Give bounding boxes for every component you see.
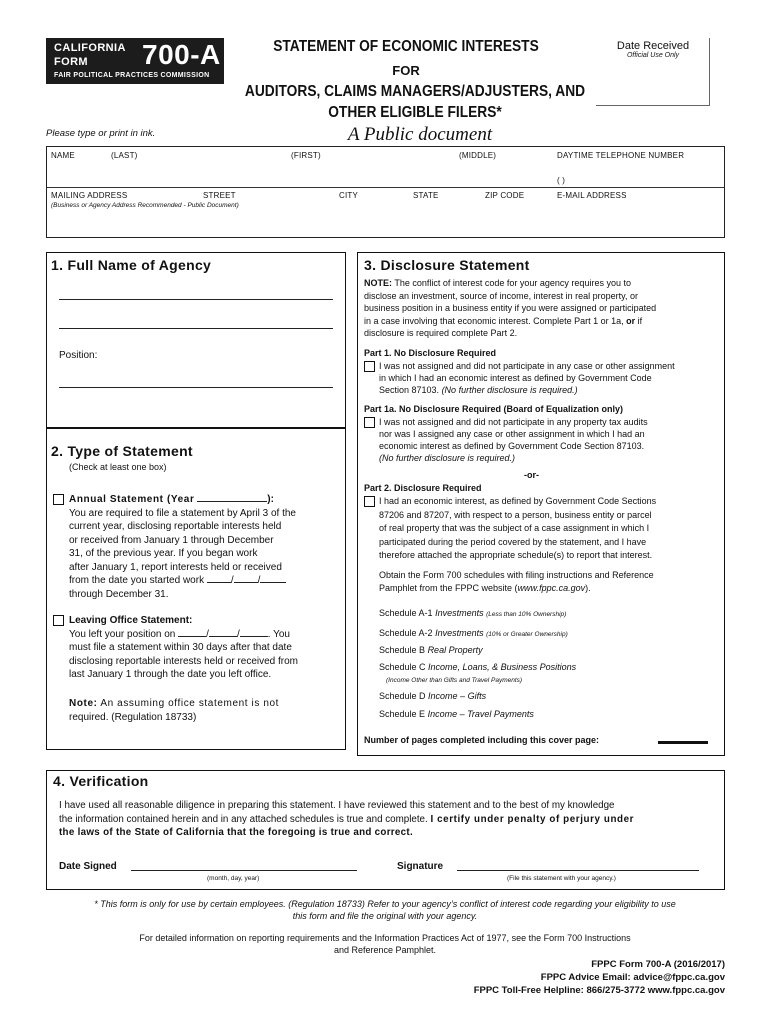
start-month-field[interactable] xyxy=(207,582,231,583)
form-number: 700-A xyxy=(142,39,221,70)
left-month-field[interactable] xyxy=(178,636,206,637)
note-label: NOTE: xyxy=(364,278,392,288)
date-slash: / xyxy=(230,575,234,586)
obtain-text-2a: Pamphlet from the FPPC website ( xyxy=(379,583,518,593)
position-line[interactable] xyxy=(59,387,333,388)
section2-title: 2. Type of Statement xyxy=(51,443,193,459)
obtain-text-1: Obtain the Form 700 schedules with filing instructions and Reference xyxy=(379,570,654,580)
schedule-code: Schedule C xyxy=(379,662,426,672)
pages-completed-label: Number of pages completed including this cover page: xyxy=(364,735,600,745)
verification-text-2a: the information contained herein and in any attached schedules is true and complete. xyxy=(59,813,428,825)
annual-year-field[interactable] xyxy=(197,501,267,502)
agency-name-line-1[interactable] xyxy=(59,299,333,300)
please-type-note: Please type or print in ink. xyxy=(46,128,156,139)
or-separator: -or- xyxy=(524,470,539,480)
fppc-contact-block xyxy=(380,958,725,997)
state-label: STATE xyxy=(413,191,439,200)
signature-label: Signature xyxy=(397,861,444,872)
section-agency xyxy=(46,252,346,428)
street-label: STREET xyxy=(203,191,236,200)
filer-info-grid xyxy=(46,146,725,238)
public-document-label: A Public document xyxy=(347,124,493,145)
section-verification xyxy=(46,770,725,890)
part1-text xyxy=(379,360,719,396)
leaving-text-2: must file a statement within 30 days after that date xyxy=(69,642,292,653)
schedule-a1 xyxy=(379,607,566,621)
part1-title: Part 1. No Disclosure Required xyxy=(364,348,497,358)
page-title: STATEMENT OF ECONOMIC INTERESTS xyxy=(273,38,539,55)
leaving-office-checkbox[interactable] xyxy=(53,615,64,626)
check-one-note: (Check at least one box) xyxy=(69,462,167,472)
annual-statement-block xyxy=(69,493,339,601)
date-signed-label: Date Signed xyxy=(59,861,117,872)
form-badge xyxy=(46,38,224,84)
part1a-text-1: I was not assigned and did not participate in any property tax audits xyxy=(379,417,648,427)
date-slash: / xyxy=(257,575,261,586)
part2-text xyxy=(379,495,719,563)
obtain-schedules-text xyxy=(379,569,719,595)
schedule-name: Income – Gifts xyxy=(428,691,487,701)
schedule-c xyxy=(379,661,576,673)
pages-completed-field[interactable] xyxy=(658,741,708,744)
schedule-code: Schedule A-2 xyxy=(379,628,433,638)
email-label: E-MAIL ADDRESS xyxy=(557,191,627,200)
part1-checkbox[interactable] xyxy=(364,361,375,372)
part2-checkbox[interactable] xyxy=(364,496,375,507)
name-label: NAME xyxy=(51,151,75,160)
annual-close: ): xyxy=(267,494,274,505)
part1-text-2: in which I had an economic interest as defined by Government Code xyxy=(379,373,652,383)
verification-text-3: the laws of the State of California that the foregoing is true and correct. xyxy=(59,827,414,838)
schedule-code: Schedule B xyxy=(379,645,426,655)
note-text-2: required. (Regulation 18733) xyxy=(69,711,197,723)
form-state: CALIFORNIA xyxy=(54,42,126,54)
leaving-text-1b: . You xyxy=(267,628,290,640)
part1-text-3a: Section 87103. xyxy=(379,385,440,395)
start-day-field[interactable] xyxy=(234,582,258,583)
verification-text-1: I have used all reasonable diligence in preparing this statement. I have reviewed this statement and to the best of my knowledge xyxy=(59,800,615,811)
annual-text-3: or received from January 1 through December xyxy=(69,534,274,546)
part2-text-4: participated during the period covered by the statement, and I have xyxy=(379,536,647,547)
note-text-3: business position in a business entity if you were assigned or participated xyxy=(364,303,657,313)
date-signed-field[interactable] xyxy=(131,857,357,871)
part2-text-3: of real property that was the subject of a case assignment in which I xyxy=(379,523,650,533)
obtain-text-2c: ). xyxy=(585,583,591,593)
annual-text-5: after January 1, report interests held or received xyxy=(69,561,282,573)
schedule-name: Investments xyxy=(435,628,484,638)
position-label: Position: xyxy=(59,350,98,361)
fppc-website-link[interactable]: www.fppc.ca.gov xyxy=(517,583,586,593)
part1a-text-4: (No further disclosure is required.) xyxy=(379,453,516,463)
mailing-address-label: MAILING ADDRESS xyxy=(51,191,128,200)
note-text-2: disclose an investment, source of income, interest in real property, or xyxy=(364,290,638,301)
leaving-text-1: You left your position on xyxy=(69,628,176,640)
footnote-line-1: * This form is only for use by certain employees. (Regulation 18733) Refer to your agency’s conflict of interest code regarding your eligibility to use xyxy=(94,899,676,909)
title-audience xyxy=(239,81,592,123)
annual-text-7: through December 31. xyxy=(69,588,169,600)
signature-note: (File this statement with your agency.) xyxy=(507,875,616,882)
title-audience-line2: OTHER ELIGIBLE FILERS* xyxy=(328,104,502,121)
schedule-d xyxy=(379,690,486,702)
section-disclosure xyxy=(357,252,725,756)
note-label: Note: xyxy=(69,698,98,709)
form-id: FPPC Form 700-A (2016/2017) xyxy=(591,959,725,970)
last-name-label: (LAST) xyxy=(111,151,138,160)
info-note xyxy=(40,932,730,956)
section1-title: 1. Full Name of Agency xyxy=(51,257,212,273)
advice-email[interactable]: FPPC Advice Email: advice@fppc.ca.gov xyxy=(540,972,725,983)
part1a-text-2: nor was I assigned any case or other assignment in which I had an xyxy=(379,429,645,439)
verification-text-2b: I certify under penalty of perjury under xyxy=(430,813,635,825)
footnote xyxy=(40,898,730,922)
schedule-note: (Less than 10% Ownership) xyxy=(486,611,567,618)
signature-field[interactable] xyxy=(457,857,699,871)
section3-title: 3. Disclosure Statement xyxy=(364,257,530,273)
annual-text-1: You are required to file a statement by April 3 of the xyxy=(69,507,296,519)
middle-name-label: (MIDDLE) xyxy=(459,151,497,160)
schedule-a2 xyxy=(379,627,568,641)
schedule-b xyxy=(379,644,483,656)
part1a-text xyxy=(379,416,719,464)
title-for: FOR xyxy=(392,63,420,78)
part1a-title: Part 1a. No Disclosure Required (Board of Equalization only) xyxy=(364,404,624,414)
part1a-checkbox[interactable] xyxy=(364,417,375,428)
phone-area-code: ( ) xyxy=(557,176,566,185)
helpline[interactable]: FPPC Toll-Free Helpline: 866/275-3772 www.fppc.ca.gov xyxy=(473,985,725,996)
info-line-2: and Reference Pamphlet. xyxy=(333,945,437,955)
date-received-label: Date Received xyxy=(616,40,690,52)
annual-text-6: from the date you started work xyxy=(69,575,205,586)
info-line-1: For detailed information on reporting requirements and the Information Practices Act of 1977, see the Form 700 Instructions xyxy=(139,933,631,943)
left-year-field[interactable] xyxy=(240,636,268,637)
city-label: CITY xyxy=(339,191,359,200)
annual-text-4: 31, of the previous year. If you began work xyxy=(69,548,258,559)
note-or: or xyxy=(626,315,636,326)
schedule-name: Investments xyxy=(435,608,484,618)
commission-name: FAIR POLITICAL PRACTICES COMMISSION xyxy=(54,72,210,79)
schedule-e xyxy=(379,708,534,720)
part2-title: Part 2. Disclosure Required xyxy=(364,483,482,493)
agency-name-line-2[interactable] xyxy=(59,328,333,329)
annual-statement-checkbox[interactable] xyxy=(53,494,64,505)
mailing-address-note: (Business or Agency Address Recommended - Public Document) xyxy=(51,202,239,209)
date-format-note: (month, day, year) xyxy=(207,875,260,882)
date-slash: / xyxy=(236,628,240,640)
section4-title: 4. Verification xyxy=(53,773,149,789)
grid-divider xyxy=(47,187,724,188)
left-day-field[interactable] xyxy=(209,636,237,637)
verification-text xyxy=(59,799,723,840)
leaving-office-label: Leaving Office Statement: xyxy=(69,615,193,626)
part1-text-3b: (No further disclosure is required.) xyxy=(441,385,578,395)
part1a-text-3: economic interest as defined by Government Code Section 87103. xyxy=(379,441,645,451)
schedule-name: Real Property xyxy=(427,645,483,655)
schedule-note: (10% or Greater Ownership) xyxy=(486,631,568,638)
part2-text-5: therefore attached the appropriate schedule(s) to report that interest. xyxy=(379,550,653,560)
section-statement-type xyxy=(46,428,346,750)
note-if: if xyxy=(637,315,643,326)
title-audience-line1: AUDITORS, CLAIMS MANAGERS/ADJUSTERS, AND xyxy=(244,83,586,100)
first-name-label: (FIRST) xyxy=(291,151,321,160)
schedule-name: Income, Loans, & Business Positions xyxy=(428,662,577,672)
phone-label: DAYTIME TELEPHONE NUMBER xyxy=(557,151,685,160)
part2-text-1: I had an economic interest, as defined by Government Code Sections xyxy=(379,496,657,506)
note-text-4: in a case involving that economic interest. Complete Part 1 or 1a, xyxy=(364,315,624,326)
part1-text-1: I was not assigned and did not participate in any case or other assignment xyxy=(379,361,675,371)
footnote-line-2: this form and file the original with your agency. xyxy=(292,911,478,921)
form-label: FORM xyxy=(54,56,88,68)
schedule-code: Schedule D xyxy=(379,691,426,701)
note-block xyxy=(69,697,339,724)
note-text-5: disclosure is required complete Part 2. xyxy=(364,328,518,338)
schedule-c-note: (Income Other than Gifts and Travel Payments) xyxy=(386,677,523,684)
start-year-field[interactable] xyxy=(260,582,286,583)
date-slash: / xyxy=(206,628,209,640)
schedule-name: Income – Travel Payments xyxy=(427,709,534,719)
disclosure-note xyxy=(364,277,720,340)
note-text-1: The conflict of interest code for your agency requires you to xyxy=(394,278,631,288)
leaving-text-4: last January 1 through the date you left office. xyxy=(69,669,272,680)
leaving-office-block xyxy=(69,614,339,682)
part2-text-2: 87206 and 87207, with respect to a person, business entity or parcel xyxy=(379,509,652,520)
annual-statement-label: Annual Statement (Year xyxy=(69,494,195,505)
schedule-code: Schedule A-1 xyxy=(379,608,433,618)
annual-text-2: current year, disclosing reportable interests held xyxy=(69,521,282,532)
note-text-1: An assuming office statement is not xyxy=(100,698,280,709)
official-use-label: Official Use Only xyxy=(626,52,680,59)
zip-label: ZIP CODE xyxy=(485,191,525,200)
leaving-text-3: disclosing reportable interests held or received from xyxy=(69,655,298,667)
schedule-code: Schedule E xyxy=(379,709,426,719)
